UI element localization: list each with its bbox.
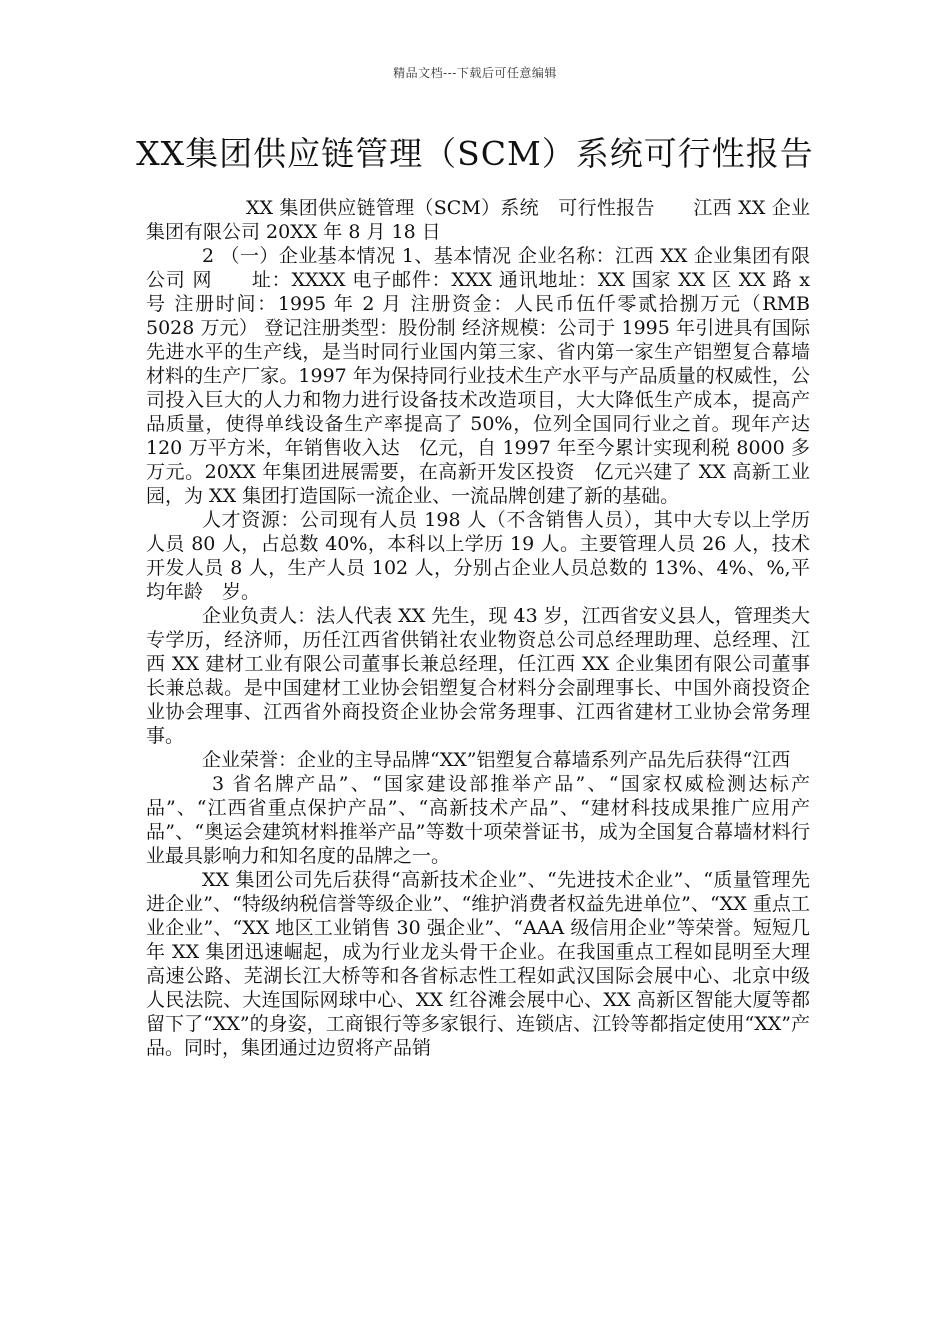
document-body xyxy=(146,196,810,1060)
company-honors-paragraph: 企业荣誉：企业的主导品牌“XX”铝塑复合幕墙系列产品先后获得“江西 xyxy=(202,749,791,771)
company-leader-paragraph: 企业负责人：法人代表 XX 先生，现 43 岁，江西省安义县人，管理类大专学历，经济师，历任江西省供销社农业物资总公司总经理助理、总经理、江西 XX 建材工业有限公司董事长兼总经理，任江西 XX 企业集团有限公司董事长兼总裁。是中国建材工业协会铝塑复合材料分会副理事长、中国外商投资企业协会理事、江西省外商投资企业协会常务理事、江西省建材工业协会常务理事。 xyxy=(146,605,810,747)
basic-info-paragraph: 2 （一）企业基本情况 1、基本情况 企业名称：江西 XX 企业集团有限公司 网 址：XXXX 电子邮件：XXX 通讯地址：XX 国家 XX 区 XX 路 x 号 注册时间：1995 年 2 月 注册资金：人民币伍仟零贰拾捌万元（RMB 5028 万元） 登记注册类型：股份制 经济规模：公司于 1995 年引进具有国际先进水平的生产线，是当时同行业国内第三家、省内第一家生产铝塑复合幕墙材料的生产厂家。1997 年为保持同行业技术生产水平与产品质量的权威性，公司投入巨大的人力和物力进行设备技术改造项目，大大降低生产成本，提高产品质量，使得单线设备生产率提高了 50%，位列全国同行业之首。现年产达 120 万平方米，年销售收入达 亿元，自 1997 年至今累计实现利税 8000 多万元。20XX 年集团进展需要，在高新开发区投资 亿元兴建了 XX 高新工业园，为 XX 集团打造国际一流企业、一流品牌创建了新的基础。 xyxy=(146,245,810,507)
report-subtitle-paragraph: XX 集团供应链管理（SCM）系统 可行性报告 江西 XX 企业集团有限公司 20XX 年 8 月 18 日 xyxy=(146,197,810,243)
honors-continued-paragraph: 3 省名牌产品”、“国家建设部推举产品”、“国家权威检测达标产品”、“江西省重点保护产品”、“高新技术产品”、“建材科技成果推广应用产品”、“奥运会建筑材料推举产品”等数十项荣誉证书，成为全国复合幕墙材料行业最具影响力和知名度的品牌之一。 xyxy=(146,773,810,867)
group-awards-paragraph: XX 集团公司先后获得“高新技术企业”、“先进技术企业”、“质量管理先进企业”、“特级纳税信誉等级企业”、“维护消费者权益先进单位”、“XX 重点工业企业”、“XX 地区工业销售 30 强企业”、“AAA 级信用企业”等荣誉。短短几年 XX 集团迅速崛起，成为行业龙头骨干企业。在我国重点工程如昆明至大理高速公路、芜湖长江大桥等和各省标志性工程如武汉国际会展中心、北京中级人民法院、大连国际网球中心、XX 红谷滩会展中心、XX 高新区智能大厦等都留下了“XX”的身姿，工商银行等多家银行、连锁店、江铃等都指定使用“XX”产品。同时，集团通过边贸将产品销 xyxy=(146,869,810,1059)
talent-resources-paragraph: 人才资源：公司现有人员 198 人（不含销售人员），其中大专以上学历人员 80 人，占总数 40%，本科以上学历 19 人。主要管理人员 26 人，技术开发人员 8 人，生产人员 102 人，分别占企业人员总数的 13%、4%、%,平均年龄 岁。 xyxy=(146,509,810,603)
header-note: 精品文档---下载后可任意编辑 xyxy=(393,66,557,80)
document-title: XX集团供应链管理（SCM）系统可行性报告 xyxy=(136,134,814,173)
